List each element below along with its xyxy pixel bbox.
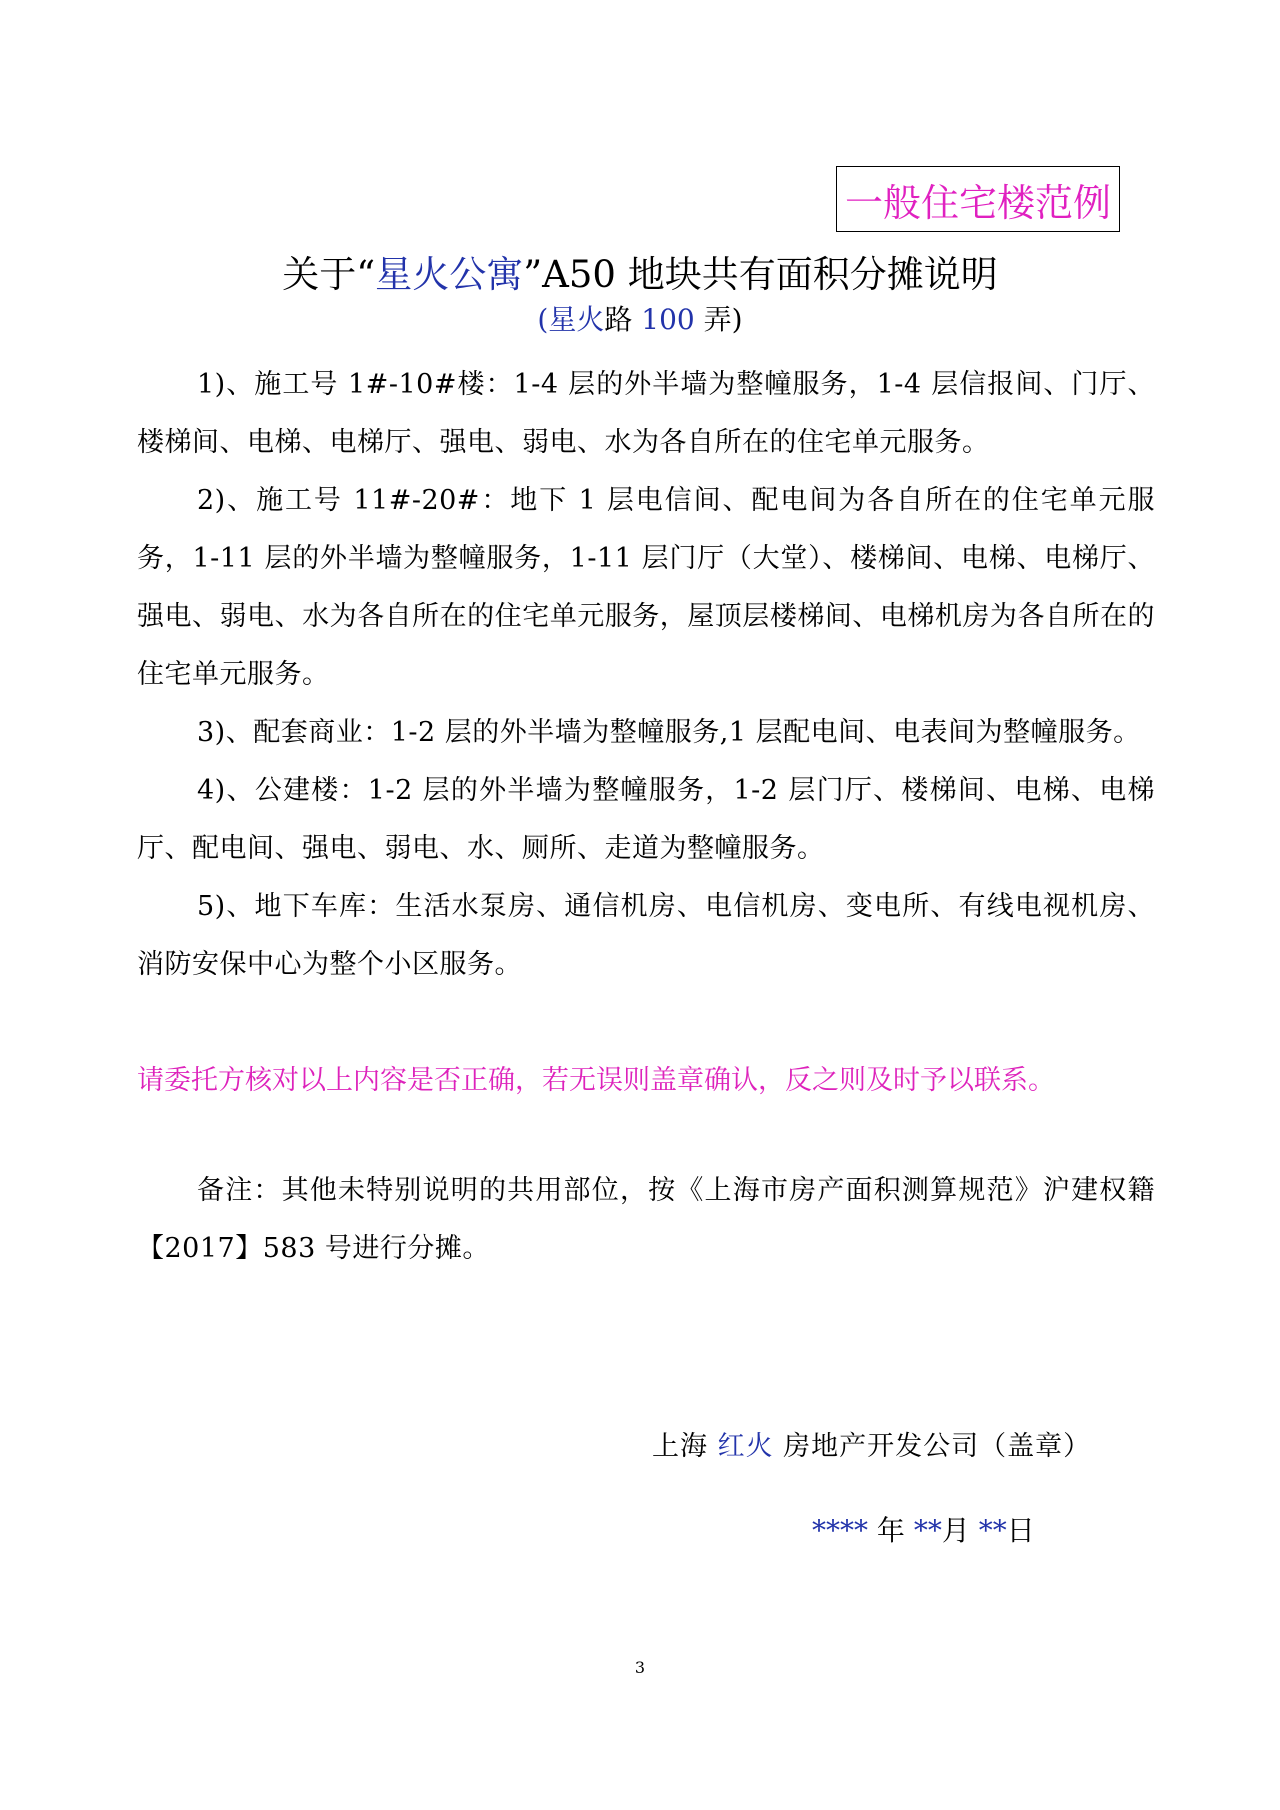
title-prefix: 关于“: [282, 253, 376, 296]
subtitle-open: (: [537, 303, 549, 336]
document-title: [0, 248, 1280, 302]
signature-company-name: 红火: [717, 1431, 774, 1462]
page-number: 3: [634, 1658, 646, 1677]
title-project-name: 星火公寓: [375, 253, 524, 296]
title-suffix: ”A50 地块共有面积分摊说明: [523, 253, 998, 296]
allocation-item-1: 1)、施工号 1#-10#楼：1-4 层的外半墙为整幢服务，1-4 层信报间、门厅、楼梯间、电梯、电梯厅、强电、弱电、水为各自所在的住宅单元服务。: [137, 369, 1155, 458]
confirmation-notice: 请委托方核对以上内容是否正确，若无误则盖章确认，反之则及时予以联系。: [137, 1065, 1055, 1096]
allocation-item-5: 5)、地下车库：生活水泵房、通信机房、电信机房、变电所、有线电视机房、消防安保中心为整个小区服务。: [137, 891, 1155, 980]
allocation-item-2: 2)、施工号 11#-20#：地下 1 层电信间、配电间为各自所在的住宅单元服务，1-11 层的外半墙为整幢服务，1-11 层门厅（大堂）、楼梯间、电梯、电梯厅、强电、弱电、水为各自所在的住宅单元服务，屋顶层楼梯间、电梯机房为各自所在的住宅单元服务。: [137, 485, 1155, 690]
allocation-item-3: 3)、配套商业：1-2 层的外半墙为整幢服务,1 层配电间、电表间为整幢服务。: [197, 717, 1141, 748]
date-year: ****: [812, 1514, 868, 1547]
subtitle-close: 弄): [694, 303, 743, 336]
date-month: **: [913, 1514, 942, 1547]
sample-type-label: [836, 166, 1120, 232]
allocation-item-4: 4)、公建楼：1-2 层的外半墙为整幢服务，1-2 层门厅、楼梯间、电梯、电梯厅、配电间、强电、弱电、水、厕所、走道为整幢服务。: [137, 775, 1155, 864]
remark-text: 备注：其他未特别说明的共用部位，按《上海市房产面积测算规范》沪建权籍【2017】583 号进行分摊。: [137, 1175, 1155, 1264]
subtitle-middle: 路: [604, 303, 642, 336]
remark-block: [137, 1162, 1155, 1278]
document-subtitle: [0, 298, 1280, 342]
date-month-label: 月: [941, 1514, 979, 1547]
sample-type-text: 一般住宅楼范例: [844, 180, 1111, 225]
allocation-items: [137, 356, 1155, 994]
date-day: **: [978, 1514, 1007, 1547]
signature-suffix: 房地产开发公司（盖章）: [773, 1431, 1092, 1462]
date-year-label: 年: [868, 1514, 914, 1547]
subtitle-road: 星火: [548, 303, 605, 336]
date-day-label: 日: [1006, 1514, 1035, 1547]
signature-prefix: 上海: [652, 1431, 718, 1462]
subtitle-number: 100: [641, 303, 695, 336]
signature-date: [812, 1502, 1035, 1560]
company-signature: [652, 1418, 1091, 1476]
